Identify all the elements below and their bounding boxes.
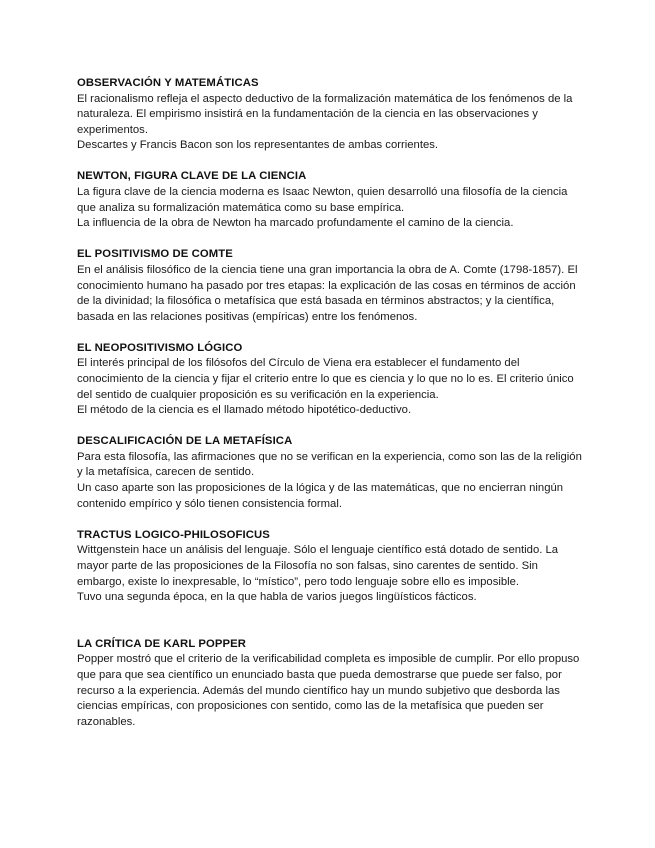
section-positivismo <box>77 247 587 325</box>
section-paragraph: Wittgenstein hace un análisis del lenguaje. Sólo el lenguaje científico está dotado de sentido. La mayor parte de las proposiciones de la Filosofía no son falsas, sino carentes de sentido. Sin embargo, existe lo inexpresable, lo “místico”, pero todo lenguaje sobre ello es imposible. <box>77 544 559 588</box>
section-paragraph: El interés principal de los filósofos del Círculo de Viena era establecer el fundamento del conocimiento de la ciencia y fijar el criterio entre lo que es ciencia y lo que no lo es. El criterio único del sentido de cualquier proposición es su verificación en la experiencia. <box>77 357 574 401</box>
section-paragraph: La figura clave de la ciencia moderna es Isaac Newton, quien desarrolló una filosofía de la ciencia que analiza su formalización matemática como su base empírica. <box>77 186 568 214</box>
section-neopositivismo <box>77 341 587 419</box>
section-paragraph: Un caso aparte son las proposiciones de la lógica y de las matemáticas, que no encierran ningún contenido empírico y sólo tienen consistencia formal. <box>77 482 564 510</box>
section-paragraph: En el análisis filosófico de la ciencia tiene una gran importancia la obra de A. Comte (1798-1857). El conocimiento humano ha pasado por tres etapas: la explicación de las cosas en términos de acción de la divinidad; la filosófica o metafísica que está basada en términos abstractos; y la científica, basada en las relaciones positivas (empíricas) entre los fenómenos. <box>77 263 578 323</box>
section-heading: NEWTON, FIGURA CLAVE DE LA CIENCIA <box>77 170 307 183</box>
section-paragraph: Popper mostró que el criterio de la verificabilidad completa es imposible de cumplir. Por ello propuso que para que sea científico un enunciado basta que pueda demostrarse que puede ser falso, por recurso a la experiencia. Además del mundo científico hay un mundo subjetivo que desborda las ciencias empíricas, con proposiciones con sentido, como las de la metafísica que pueden ser razonables. <box>77 653 580 728</box>
section-heading: OBSERVACIÓN Y MATEMÁTICAS <box>77 77 259 89</box>
section-paragraph: El método de la ciencia es el llamado método hipotético-deductivo. <box>77 404 412 417</box>
section-paragraph: El racionalismo refleja el aspecto deductivo de la formalización matemática de los fenómenos de la naturaleza. El empirismo insistirá en la fundamentación de la ciencia en las observaciones y experimentos. <box>77 92 573 136</box>
section-observacion <box>77 76 587 154</box>
section-tractus <box>77 528 587 606</box>
section-heading: DESCALIFICACIÓN DE LA METAFÍSICA <box>77 435 293 448</box>
document-page <box>77 76 587 746</box>
section-descalificacion <box>77 434 587 512</box>
section-heading: TRACTUS LOGICO-PHILOSOFICUS <box>77 528 270 541</box>
section-popper <box>77 637 587 731</box>
section-paragraph: Para esta filosofía, las afirmaciones que no se verifican en la experiencia, como son las de la religión y la metafísica, carecen de sentido. <box>77 450 582 479</box>
section-heading: LA CRÍTICA DE KARL POPPER <box>77 637 247 650</box>
section-paragraph: La influencia de la obra de Newton ha marcado profundamente el camino de la ciencia. <box>77 217 514 230</box>
section-newton <box>77 169 587 231</box>
section-paragraph: Descartes y Francis Bacon son los representantes de ambas corrientes. <box>77 139 439 152</box>
section-heading: EL NEOPOSITIVISMO LÓGICO <box>77 341 243 354</box>
section-heading: EL POSITIVISMO DE COMTE <box>77 248 233 261</box>
section-paragraph: Tuvo una segunda época, en la que habla de varios juegos lingüísticos fácticos. <box>77 591 477 604</box>
